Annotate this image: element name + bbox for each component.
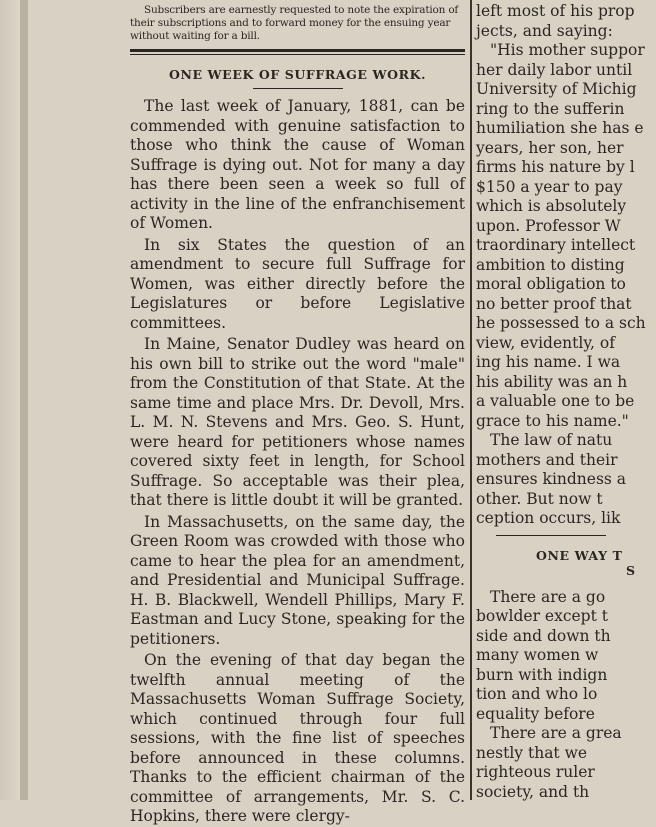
text-line: ensures kindness a xyxy=(476,470,627,488)
right-column-bottom-text xyxy=(476,588,656,803)
text-line: tion and who lo xyxy=(476,685,598,703)
right-headline: ONE WAY T xyxy=(536,547,623,563)
text-line: University of Michig xyxy=(476,80,637,98)
text-line: no better proof that xyxy=(476,294,632,313)
text-line: There are a grea xyxy=(490,724,622,742)
text-line: years, her son, her xyxy=(476,138,624,157)
right-divider xyxy=(496,535,606,536)
text-line: left most of his prop xyxy=(476,2,635,20)
text-line: burn with indign xyxy=(476,665,608,684)
right-column xyxy=(476,0,656,800)
text-line: which is absolutely xyxy=(476,197,627,215)
article-paragraph: In Massachusetts, on the same day, the Green Room was crowded with those who came to hear the plea for an amendment, and Presidential and Municipal Suffrage. H. B. Blackwell, Wendell Phillips, Mary F. Eastman and Lucy Stone, speaking for the petitioners. xyxy=(130,512,465,648)
text-line: ing his name. I wa xyxy=(476,353,621,371)
text-line: righteous ruler xyxy=(476,763,595,781)
main-column xyxy=(130,0,465,825)
text-line: upon. Professor W xyxy=(476,216,621,235)
right-headline-cont: S xyxy=(626,562,636,578)
text-line: her daily labor until xyxy=(476,60,633,79)
text-line: grace to his name." xyxy=(476,411,629,430)
text-line: mothers and their xyxy=(476,450,618,469)
text-line: his ability was an h xyxy=(476,372,628,391)
article-paragraph: The last week of January, 1881, can be commended with genuine satisfaction to those who think the cause of Woman Suffrage is dying out. Not for many a day has there been seen a week so full of activity in the line of the enfranchisement of Women. xyxy=(130,97,465,232)
text-line: traordinary intellect xyxy=(476,236,636,254)
text-line: side and down th xyxy=(476,626,611,645)
section-divider xyxy=(130,49,465,55)
text-line: a valuable one to be xyxy=(476,392,635,410)
text-line: equality before xyxy=(476,704,595,723)
text-line: ring to the sufferin xyxy=(476,99,625,118)
text-line: society, and th xyxy=(476,782,590,801)
text-line: bowlder except t xyxy=(476,607,608,625)
headline-rule xyxy=(253,88,343,89)
text-line: There are a go xyxy=(490,587,606,606)
text-line: ambition to disting xyxy=(476,255,625,274)
text-line: humiliation she has e xyxy=(476,119,644,137)
page-margin xyxy=(0,0,20,800)
text-line: The law of natu xyxy=(490,431,613,449)
text-line: "His mother suppor xyxy=(490,41,645,59)
text-line: $150 a year to pay xyxy=(476,177,623,196)
column-rule-left xyxy=(20,0,28,800)
text-line: he possessed to a sch xyxy=(476,314,646,332)
text-line: view, evidently, of xyxy=(476,333,615,352)
text-line: nestly that we xyxy=(476,743,588,762)
text-line: other. But now t xyxy=(476,489,603,508)
article-headline: ONE WEEK OF SUFFRAGE WORK. xyxy=(168,67,427,82)
right-column-top-text xyxy=(476,2,656,529)
text-line: firms his nature by l xyxy=(476,158,635,176)
text-line: moral obligation to xyxy=(476,275,626,293)
subscription-notice: Subscribers are earnestly requested to note the expiration of their subscriptions and to forward money for the ensuing year without waiting for a bill. xyxy=(130,4,459,42)
article-paragraph: In six States the question of an amendment to secure full Suffrage for Women, was either directly before the Legislatures or before Legislative committees. xyxy=(130,235,465,332)
text-line: jects, and saying: xyxy=(476,21,613,40)
article-paragraph: In Maine, Senator Dudley was heard on his own bill to strike out the word "male" from the Constitution of that State. At the same time and place Mrs. Dr. Devoll, Mrs. L. M. N. Stevens and Mrs. Geo. S. Hunt, were heard for petitioners whose names covered sixty feet in length, for School Suffrage. So acceptable was their plea, that there is little doubt it will be granted. xyxy=(130,335,465,509)
column-rule xyxy=(470,0,472,800)
text-line: ception occurs, lik xyxy=(476,509,621,527)
text-line: many women w xyxy=(476,646,599,664)
article-paragraph: On the evening of that day began the twelfth annual meeting of the Massachusetts Woman Suffrage Society, which continued through four full sessions, with the fine list of speeches before announced in these columns. Thanks to the efficient chairman of the committee of arrangements, Mr. S. C. Hopkins, there were clergy- xyxy=(130,651,465,825)
